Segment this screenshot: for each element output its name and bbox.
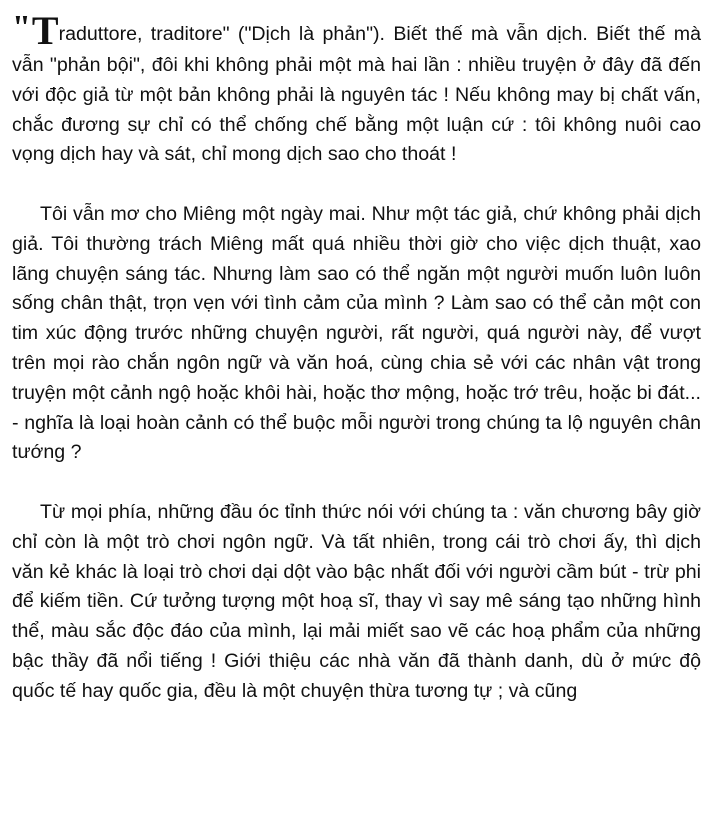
- drop-cap-letter: T: [31, 8, 59, 53]
- paragraph-3-text: Từ mọi phía, những đầu óc tỉnh thức nói với chúng ta : văn chương bây giờ chỉ còn là một trò chơi ngôn ngữ. Và tất nhiên, trong cái trò chơi ấy, thì dịch văn kẻ khác là loại trò chơi dại dột vào bậc nhất đối với người cầm bút - trừ phi để kiếm tiền. Cứ tưởng tượng một hoạ sĩ, thay vì say mê sáng tạo những hình thể, màu sắc độc đáo của mình, lại mải miết sao vẽ các hoạ phẩm của những bậc thầy đã nổi tiếng ! Giới thiệu các nhà văn đã thành danh, dù ở mức độ quốc tế hay quốc gia, đều là một chuyện thừa tương tự ; và cũng: [12, 500, 701, 702]
- paragraph-3: [12, 498, 701, 707]
- paragraph-1-text: raduttore, traditore" ("Dịch là phản"). Biết thế mà vẫn dịch. Biết thế mà vẫn "phản bội", đôi khi không phải một mà hai lần : nhiều truyện ở đây đã đến với độc giả từ một bản không phải là nguyên tác ! Nếu không may bị chất vấn, chắc đương sự chỉ có thể chống chế bằng một luận cứ : tôi không nuôi cao vọng dịch hay và sát, chỉ mong dịch sao cho thoát !: [12, 23, 701, 166]
- paragraph-1: [12, 8, 701, 170]
- drop-cap: [12, 8, 59, 53]
- paragraph-2-text: Tôi vẫn mơ cho Miêng một ngày mai. Như một tác giả, chứ không phải dịch giả. Tôi thường trách Miêng mất quá nhiều thời giờ cho việc dịch thuật, xao lãng chuyện sáng tác. Nhưng làm sao có thể ngăn một người muốn luôn luôn sống chân thật, trọn vẹn với tình cảm của mình ? Làm sao có thể cản một con tim xúc động trước những chuyện người, rất người, quá người này, để vượt trên mọi rào chắn ngôn ngữ và văn hoá, cùng chia sẻ với các nhân vật trong truyện một cảnh ngộ hoặc khôi hài, hoặc thơ mộng, hoặc trớ trêu, hoặc bi đát... - nghĩa là loại hoàn cảnh có thể buộc mỗi người trong chúng ta lộ nguyên chân tướng ?: [12, 202, 701, 464]
- paragraph-2: [12, 200, 701, 468]
- drop-cap-quote: ": [12, 9, 31, 46]
